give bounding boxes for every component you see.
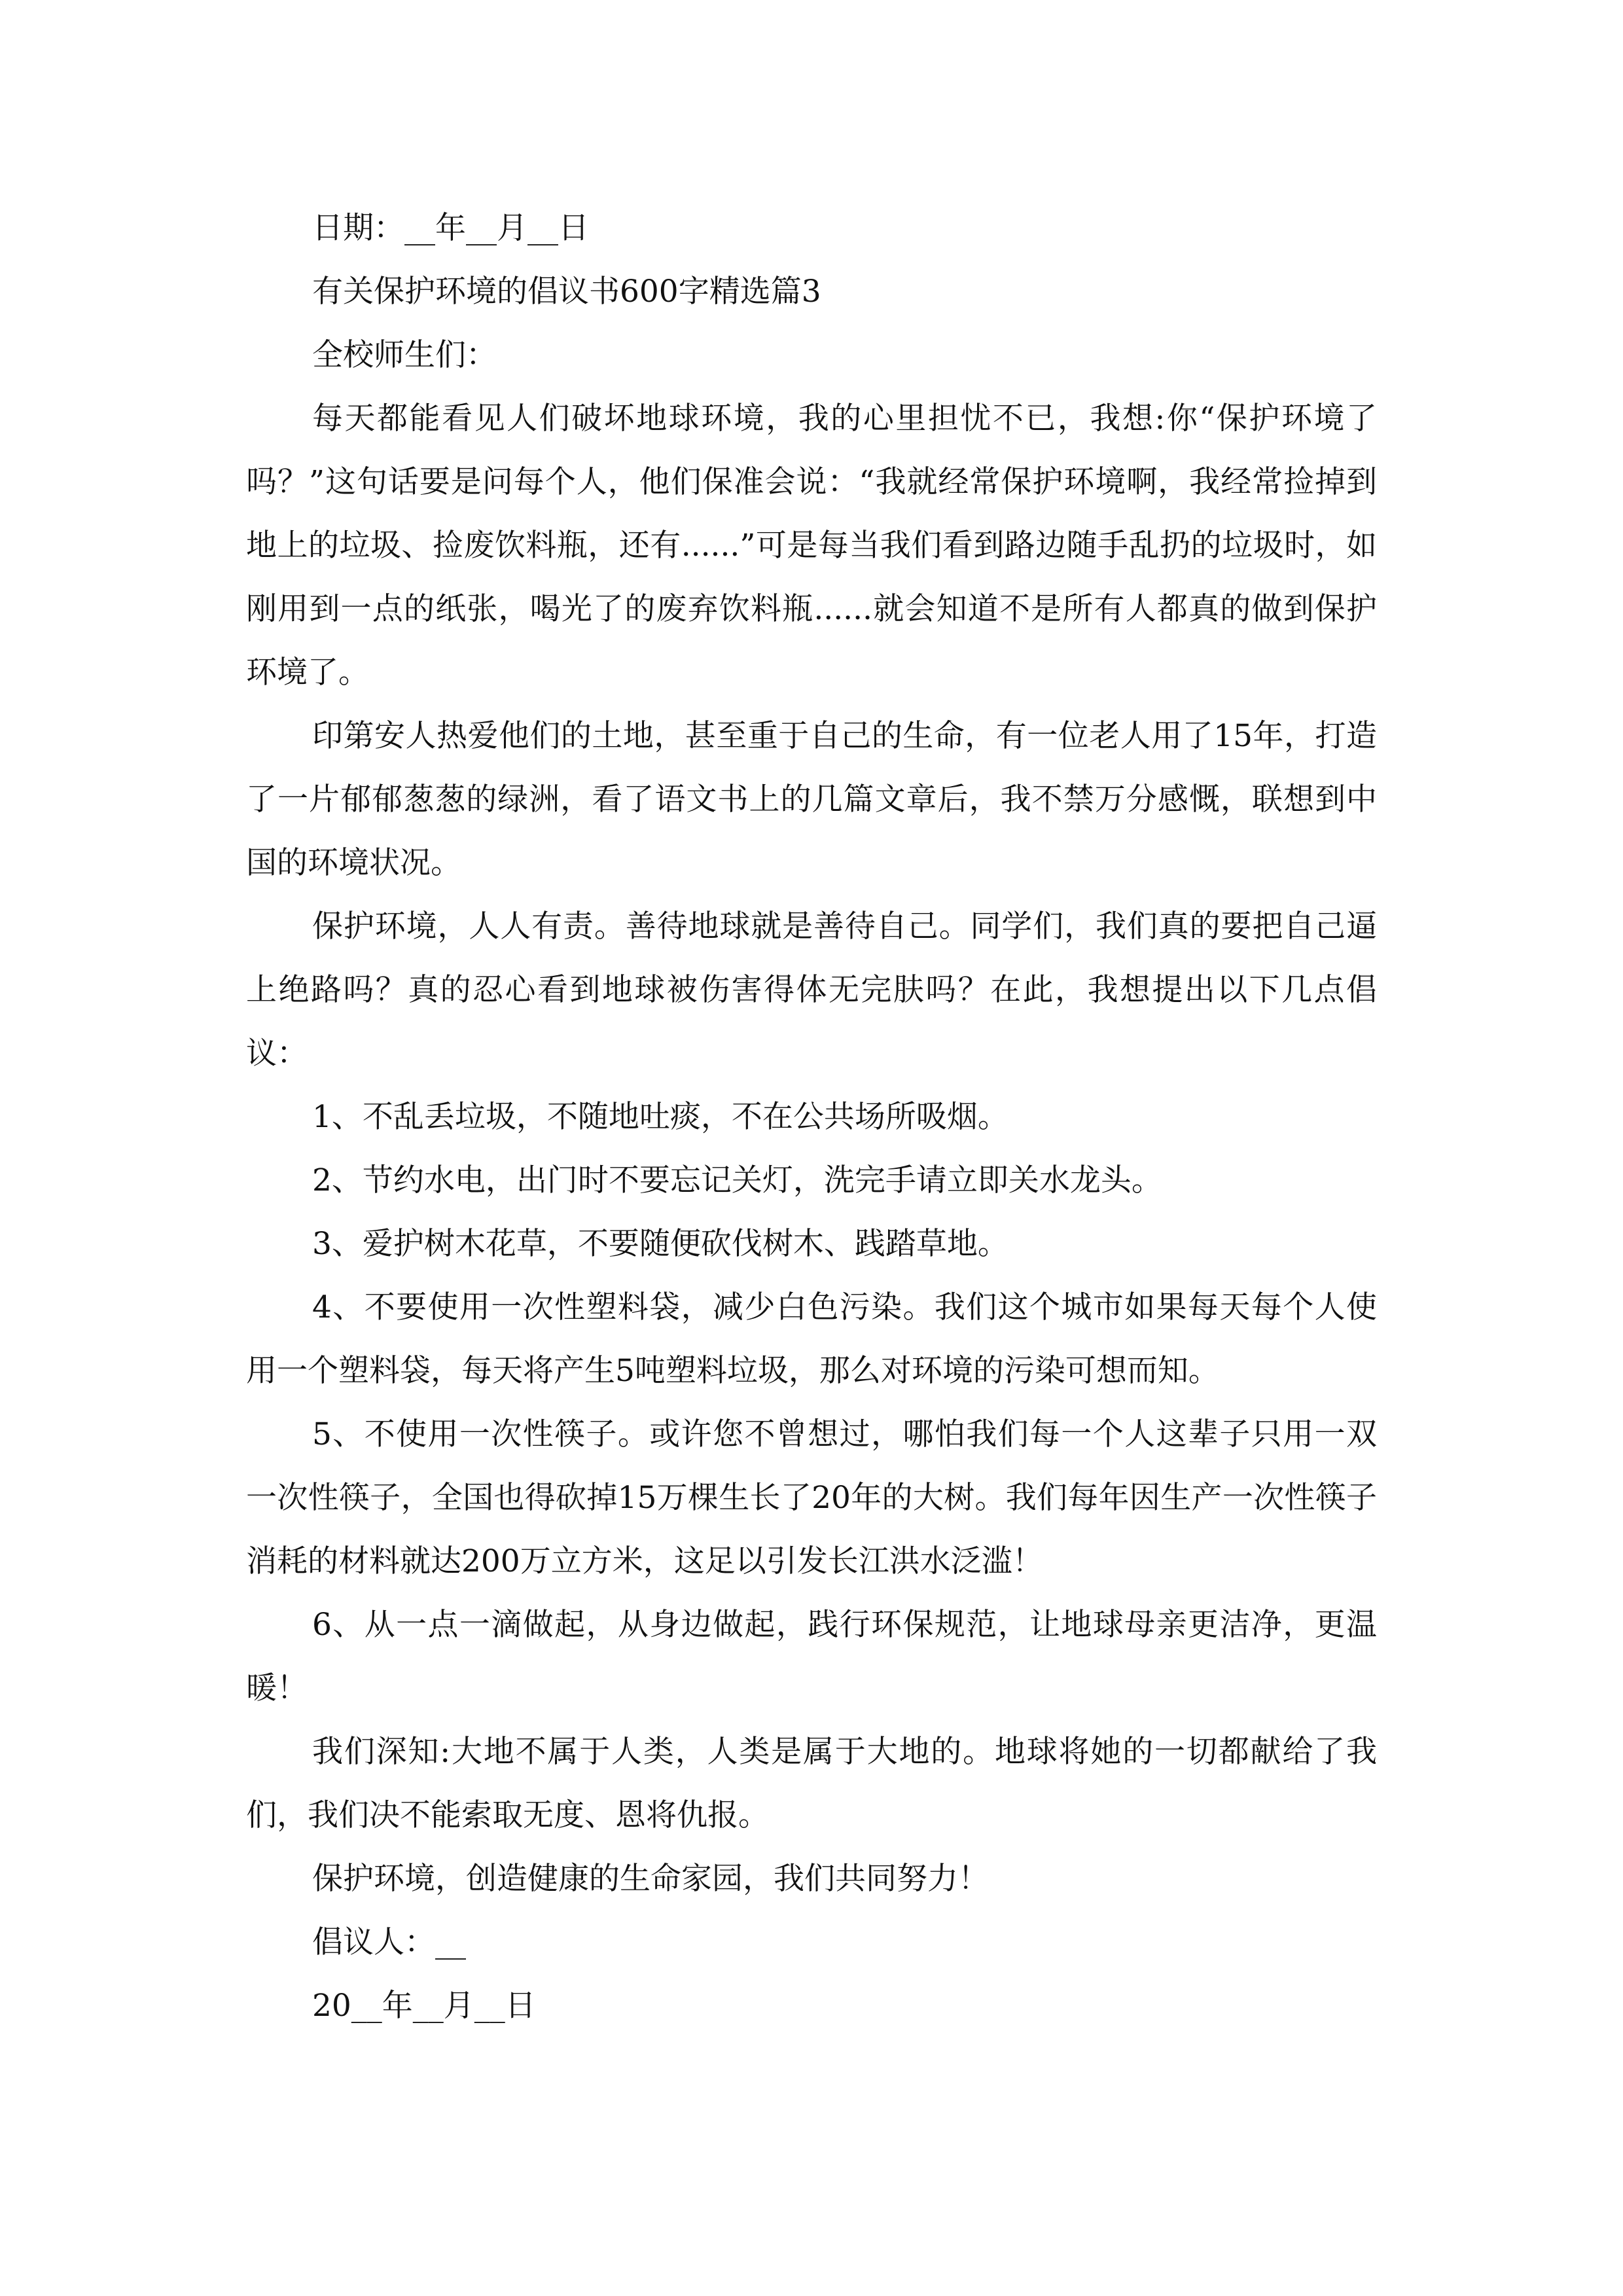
paragraph-indians: 印第安人热爱他们的土地，甚至重于自己的生命，有一位老人用了15年，打造了一片郁郁葱葱的绿洲，看了语文书上的几篇文章后，我不禁万分感慨，联想到中国的环境状况。 <box>246 718 1377 881</box>
paragraph-responsibility: 保护环境，人人有责。善待地球就是善待自己。同学们，我们真的要把自己逼上绝路吗？真的忍心看到地球被伤害得体无完肤吗？在此，我想提出以下几点倡议： <box>246 908 1377 1071</box>
proposal-item-6: 6、从一点一滴做起，从身边做起，践行环保规范，让地球母亲更洁净，更温暖！ <box>246 1607 1377 1706</box>
proposal-item-5: 5、不使用一次性筷子。或许您不曾想过，哪怕我们每一个人这辈子只用一双一次性筷子，全国也得砍掉15万棵生长了20年的大树。我们每年因生产一次性筷子消耗的材料就达200万立方米，这足以引发长江洪水泛滥！ <box>246 1416 1377 1579</box>
paragraph-intro: 每天都能看见人们破坏地球环境，我的心里担忧不已，我想:你“保护环境了吗？”这句话要是问每个人，他们保准会说：“我就经常保护环境啊，我经常捡掉到地上的垃圾、捡废饮料瓶，还有......”可是每当我们看到路边随手乱扔的垃圾时，如刚用到一点的纸张，喝光了的废弃饮料瓶......就会知道不是所有人都真的做到保护环境了。 <box>246 401 1377 691</box>
proposal-item-1: 1、不乱丢垃圾，不随地吐痰，不在公共场所吸烟。 <box>312 1099 1008 1135</box>
proposal-item-4: 4、不要使用一次性塑料袋，减少白色污染。我们这个城市如果每天每个人使用一个塑料袋，每天将产生5吨塑料垃圾，那么对环境的污染可想而知。 <box>246 1289 1377 1389</box>
signature-date: 20__年__月__日 <box>312 1988 536 2024</box>
date-line: 日期：__年__月__日 <box>312 210 589 246</box>
paragraph-closing: 保护环境，创造健康的生命家园，我们共同努力！ <box>312 1861 989 1897</box>
proposal-item-3: 3、爱护树木花草，不要随便砍伐树木、践踏草地。 <box>312 1226 1008 1262</box>
proposal-item-2: 2、节约水电，出门时不要忘记关灯，洗完手请立即关水龙头。 <box>312 1162 1162 1198</box>
article-title: 有关保护环境的倡议书600字精选篇3 <box>312 274 821 310</box>
paragraph-earth: 我们深知:大地不属于人类，人类是属于大地的。地球将她的一切都献给了我们，我们决不能索取无度、恩将仇报。 <box>246 1734 1377 1833</box>
document-page <box>246 196 1377 2037</box>
salutation: 全校师生们： <box>312 337 497 373</box>
signature: 倡议人：__ <box>312 1924 466 1960</box>
